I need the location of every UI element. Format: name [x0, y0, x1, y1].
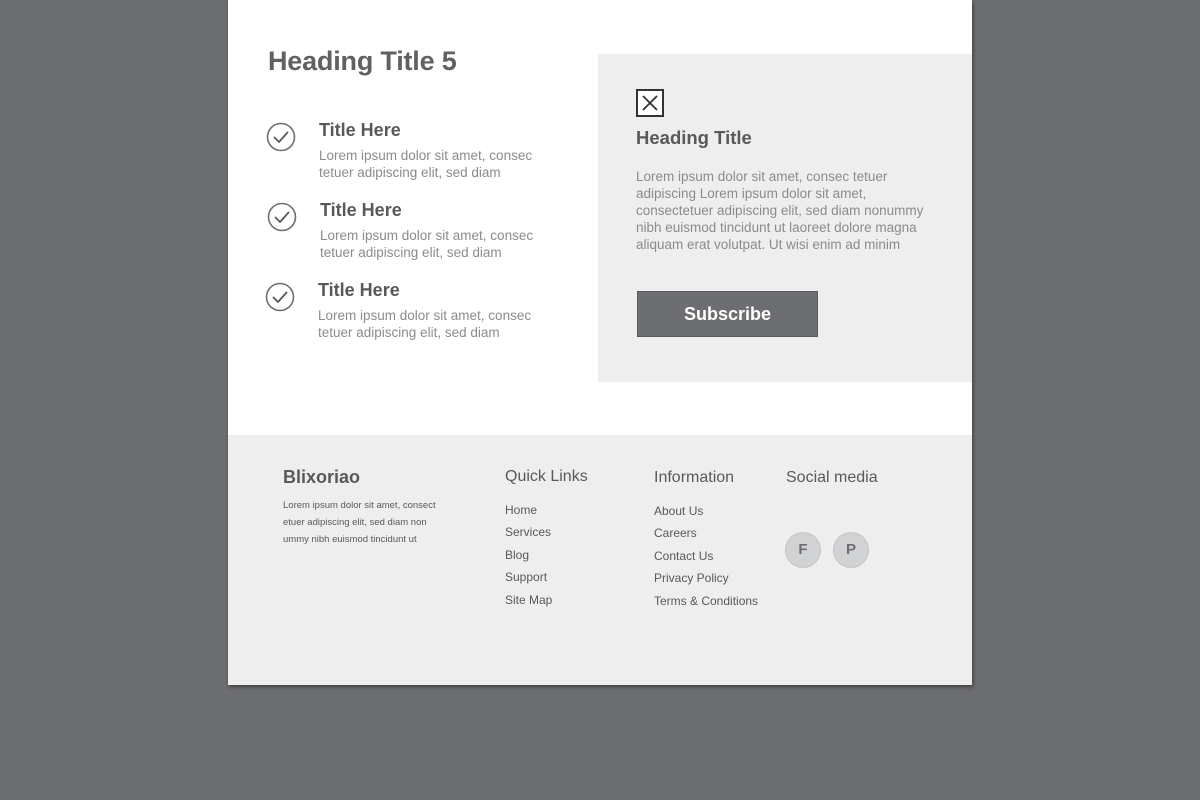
footer-link-site-map[interactable]: Site Map — [505, 592, 553, 607]
footer-link-terms-conditions[interactable]: Terms & Conditions — [654, 593, 759, 608]
social-media-heading: Social media — [786, 469, 878, 486]
list-item — [505, 589, 552, 611]
check-circle-icon — [265, 282, 295, 312]
information-list — [654, 500, 758, 612]
footer-link-careers[interactable]: Careers — [654, 526, 697, 541]
footer-link-blog[interactable]: Blog — [505, 547, 530, 562]
subscribe-panel — [598, 54, 972, 382]
list-item — [505, 521, 552, 543]
information-heading: Information — [654, 469, 735, 486]
brand-description: Lorem ipsum dolor sit amet, consect etuer adipiscing elit, sed diam non ummy nibh euismod tincidunt ut — [283, 500, 436, 545]
footer-link-about-us[interactable]: About Us — [654, 504, 704, 518]
list-item — [505, 544, 552, 566]
list-item — [654, 500, 758, 522]
close-icon[interactable] — [636, 89, 664, 117]
check-circle-icon — [266, 122, 296, 152]
footer-link-services[interactable]: Services — [505, 525, 552, 540]
footer-link-home[interactable]: Home — [505, 503, 538, 517]
panel-text: Lorem ipsum dolor sit amet, consec tetuer adipiscing Lorem ipsum dolor sit amet, consectetuer adipiscing elit, sed diam nonummy nibh euismod tincidunt ut laoreet dolore magna aliquam erat volutpat. Ut wisi enim ad minim — [636, 169, 924, 252]
feature-text: Lorem ipsum dolor sit amet, consec tetuer adipiscing elit, sed diam — [319, 148, 533, 180]
subscribe-button[interactable]: Subscribe — [637, 291, 818, 337]
facebook-button[interactable]: F — [785, 532, 821, 568]
list-item — [654, 545, 758, 567]
footer-link-privacy-policy[interactable]: Privacy Policy — [654, 571, 729, 586]
pinterest-button[interactable]: P — [833, 532, 869, 568]
page-card — [228, 0, 972, 685]
feature-text: Lorem ipsum dolor sit amet, consec tetuer adipiscing elit, sed diam — [318, 308, 532, 340]
feature-text: Lorem ipsum dolor sit amet, consec tetuer adipiscing elit, sed diam — [320, 228, 534, 260]
brand-name: Blixoriao — [283, 467, 361, 487]
footer-link-support[interactable]: Support — [505, 570, 548, 585]
feature-title: Title Here — [319, 120, 401, 140]
list-item — [505, 499, 552, 521]
page-title: Heading Title 5 — [268, 46, 457, 76]
quick-links-list — [505, 499, 552, 611]
list-item — [654, 522, 758, 544]
footer — [228, 435, 972, 685]
list-item — [654, 567, 758, 589]
feature-title: Title Here — [320, 200, 402, 220]
quick-links-heading: Quick Links — [505, 468, 588, 485]
panel-heading: Heading Title — [636, 127, 752, 148]
footer-link-contact-us[interactable]: Contact Us — [654, 548, 714, 563]
feature-title: Title Here — [318, 280, 400, 300]
list-item — [505, 566, 552, 588]
list-item — [654, 590, 758, 612]
check-circle-icon — [267, 202, 297, 232]
